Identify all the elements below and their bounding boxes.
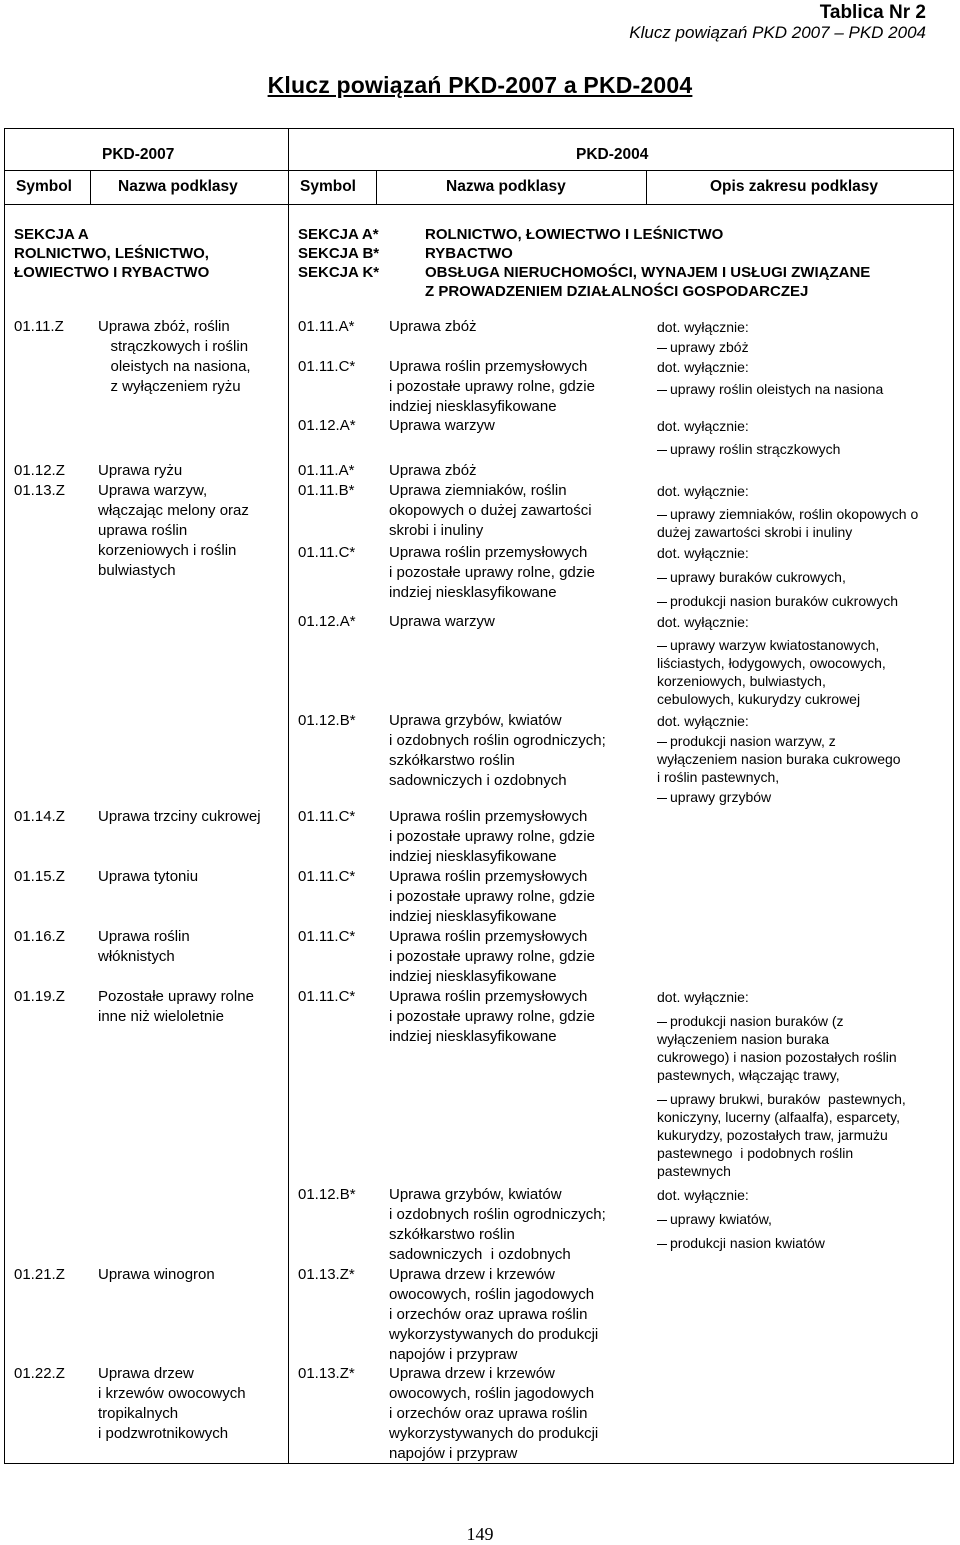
section-left: SEKCJA A ROLNICTWO, LEŚNICTWO, ŁOWIECTWO I RYBACTWO (14, 226, 210, 281)
column-divider (646, 170, 647, 204)
column-divider (288, 128, 289, 1464)
row-code-2004: 01.11.C* (298, 808, 356, 825)
header-name-2007: Nazwa podklasy (118, 178, 238, 195)
desc-item: uprawy buraków cukrowych, (657, 568, 846, 586)
row-name-2007: Uprawa zbóż, roślin strączkowych i roślin oleistych na nasiona, z wyłączeniem ryżu (98, 318, 251, 395)
page-title: Klucz powiązań PKD-2007 a PKD-2004 (267, 72, 693, 98)
desc-label: dot. wyłącznie: (657, 614, 749, 630)
column-divider (90, 170, 91, 204)
desc-item: produkcji nasion kwiatów (657, 1234, 825, 1252)
row-name-2007: Uprawa roślin włóknistych (98, 928, 190, 965)
row-name-2004: Uprawa roślin przemysłowych i pozostałe uprawy rolne, gdzie indziej niesklasyfikowane (389, 808, 595, 865)
desc-item: uprawy grzybów (657, 788, 771, 806)
section-right: ROLNICTWO, ŁOWIECTWO I LEŚNICTWO RYBACTWO OBSŁUGA NIERUCHOMOŚCI, WYNAJEM I USŁUGI ZWIĄZANE Z PROWADZENIEM DZIAŁALNOŚCI GOSPODARCZEJ (425, 226, 871, 300)
row-name-2004: Uprawa grzybów, kwiatów i ozdobnych roślin ogrodniczych; szkółkarstwo roślin sadowniczych i ozdobnych (389, 712, 606, 789)
row-code-2004: 01.11.C* (298, 358, 356, 375)
row-name-2004: Uprawa roślin przemysłowych i pozostałe uprawy rolne, gdzie indziej niesklasyfikowane (389, 928, 595, 985)
row-code-2004: 01.12.A* (298, 417, 356, 434)
header-pkd2004: PKD-2004 (576, 146, 649, 163)
row-code-2004: 01.11.A* (298, 462, 355, 479)
desc-label: dot. wyłącznie: (657, 545, 749, 561)
row-name-2004: Uprawa drzew i krzewów owocowych, roślin jagodowych i orzechów oraz uprawa roślin wykorzystywanych do produkcji napojów i przypraw (389, 1266, 599, 1363)
row-name-2004: Uprawa roślin przemysłowych i pozostałe uprawy rolne, gdzie indziej niesklasyfikowane (389, 988, 595, 1045)
table-number: Tablica Nr 2 (819, 2, 926, 23)
row-code-2004: 01.11.C* (298, 544, 356, 561)
desc-item: uprawy roślin strączkowych (657, 440, 840, 458)
desc-label: dot. wyłącznie: (657, 359, 749, 375)
row-code-2007: 01.21.Z (14, 1266, 65, 1283)
row-code-2007: 01.15.Z (14, 868, 65, 885)
row-name-2004: Uprawa ziemniaków, roślin okopowych o dużej zawartości skrobi i inuliny (389, 482, 592, 539)
header-divider (4, 204, 954, 205)
row-name-2007: Uprawa tytoniu (98, 868, 199, 885)
desc-item: uprawy brukwi, buraków pastewnych, koniczyny, lucerny (alfaalfa), esparcety, kukurydzy, pozostałych traw, jarmużu pastewnego i podobnych roślin pastewnych (657, 1091, 906, 1179)
row-code-2004: 01.12.A* (298, 613, 356, 630)
column-divider (376, 170, 377, 204)
row-code-2004: 01.12.B* (298, 712, 356, 729)
row-code-2004: 01.13.Z* (298, 1365, 355, 1382)
row-name-2004: Uprawa zbóż (389, 462, 477, 479)
row-code-2004: 01.11.A* (298, 318, 355, 335)
row-name-2007: Uprawa ryżu (98, 462, 183, 479)
row-code-2004: 01.13.Z* (298, 1266, 355, 1283)
row-code-2007: 01.19.Z (14, 988, 65, 1005)
row-code-2007: 01.11.Z (14, 318, 64, 335)
section-mid: SEKCJA A* SEKCJA B* SEKCJA K* (298, 226, 380, 281)
desc-label: dot. wyłącznie: (657, 1187, 749, 1203)
header-name-2004: Nazwa podklasy (446, 178, 566, 195)
desc-item: uprawy ziemniaków, roślin okopowych o dużej zawartości skrobi i inuliny (657, 506, 919, 540)
row-name-2004: Uprawa roślin przemysłowych i pozostałe uprawy rolne, gdzie indziej niesklasyfikowane (389, 544, 595, 601)
row-name-2007: Uprawa warzyw, włączając melony oraz uprawa roślin korzeniowych i roślin bulwiastych (98, 482, 249, 579)
row-code-2004: 01.11.B* (298, 482, 355, 499)
row-name-2007: Pozostałe uprawy rolne inne niż wieloletnie (98, 988, 254, 1025)
row-name-2004: Uprawa grzybów, kwiatów i ozdobnych roślin ogrodniczych; szkółkarstwo roślin sadowniczych i ozdobnych (389, 1186, 606, 1263)
row-code-2004: 01.11.C* (298, 868, 356, 885)
row-name-2007: Uprawa winogron (98, 1266, 215, 1283)
desc-item: uprawy kwiatów, (657, 1210, 772, 1228)
row-code-2004: 01.11.C* (298, 928, 356, 945)
row-name-2007: Uprawa drzew i krzewów owocowych tropikalnych i podzwrotnikowych (98, 1365, 246, 1442)
desc-label: dot. wyłącznie: (657, 418, 749, 434)
desc-item: uprawy roślin oleistych na nasiona (657, 380, 883, 398)
row-name-2004: Uprawa roślin przemysłowych i pozostałe uprawy rolne, gdzie indziej niesklasyfikowane (389, 358, 595, 415)
row-name-2004: Uprawa zbóż (389, 318, 477, 335)
table-subtitle: Klucz powiązań PKD 2007 – PKD 2004 (629, 23, 926, 42)
row-code-2007: 01.22.Z (14, 1365, 65, 1382)
page-number: 149 (466, 1524, 494, 1544)
row-code-2007: 01.13.Z (14, 482, 65, 499)
row-code-2007: 01.14.Z (14, 808, 65, 825)
desc-item: produkcji nasion warzyw, z wyłączeniem nasion buraka cukrowego i roślin pastewnych, (657, 733, 901, 785)
desc-item: uprawy warzyw kwiatostanowych, liściastych, łodygowych, owocowych, korzeniowych, bulwiastych, cebulowych, kukurydzy cukrowej (657, 637, 886, 707)
row-code-2007: 01.16.Z (14, 928, 65, 945)
desc-item: produkcji nasion buraków (z wyłączeniem nasion buraka cukrowego) i nasion pozostałych roślin pastewnych, włączając trawy, (657, 1013, 897, 1083)
desc-item: produkcji nasion buraków cukrowych (657, 592, 898, 610)
row-code-2004: 01.12.B* (298, 1186, 356, 1203)
desc-label: dot. wyłącznie: (657, 713, 749, 729)
header-description: Opis zakresu podklasy (710, 178, 878, 195)
header-symbol-2004: Symbol (300, 178, 356, 195)
desc-label: dot. wyłącznie: (657, 989, 749, 1005)
row-code-2004: 01.11.C* (298, 988, 356, 1005)
row-name-2004: Uprawa warzyw (389, 613, 495, 630)
row-code-2007: 01.12.Z (14, 462, 65, 479)
row-name-2004: Uprawa roślin przemysłowych i pozostałe uprawy rolne, gdzie indziej niesklasyfikowane (389, 868, 595, 925)
row-name-2007: Uprawa trzciny cukrowej (98, 808, 261, 825)
row-name-2004: Uprawa drzew i krzewów owocowych, roślin jagodowych i orzechów oraz uprawa roślin wykorzystywanych do produkcji napojów i przypraw (389, 1365, 599, 1462)
desc-item: uprawy zbóż (657, 338, 749, 356)
desc-label: dot. wyłącznie: (657, 483, 749, 499)
row-name-2004: Uprawa warzyw (389, 417, 495, 434)
desc-label: dot. wyłącznie: (657, 319, 749, 335)
header-symbol-2007: Symbol (16, 178, 72, 195)
header-divider (4, 170, 954, 171)
header-pkd2007: PKD-2007 (102, 146, 175, 163)
